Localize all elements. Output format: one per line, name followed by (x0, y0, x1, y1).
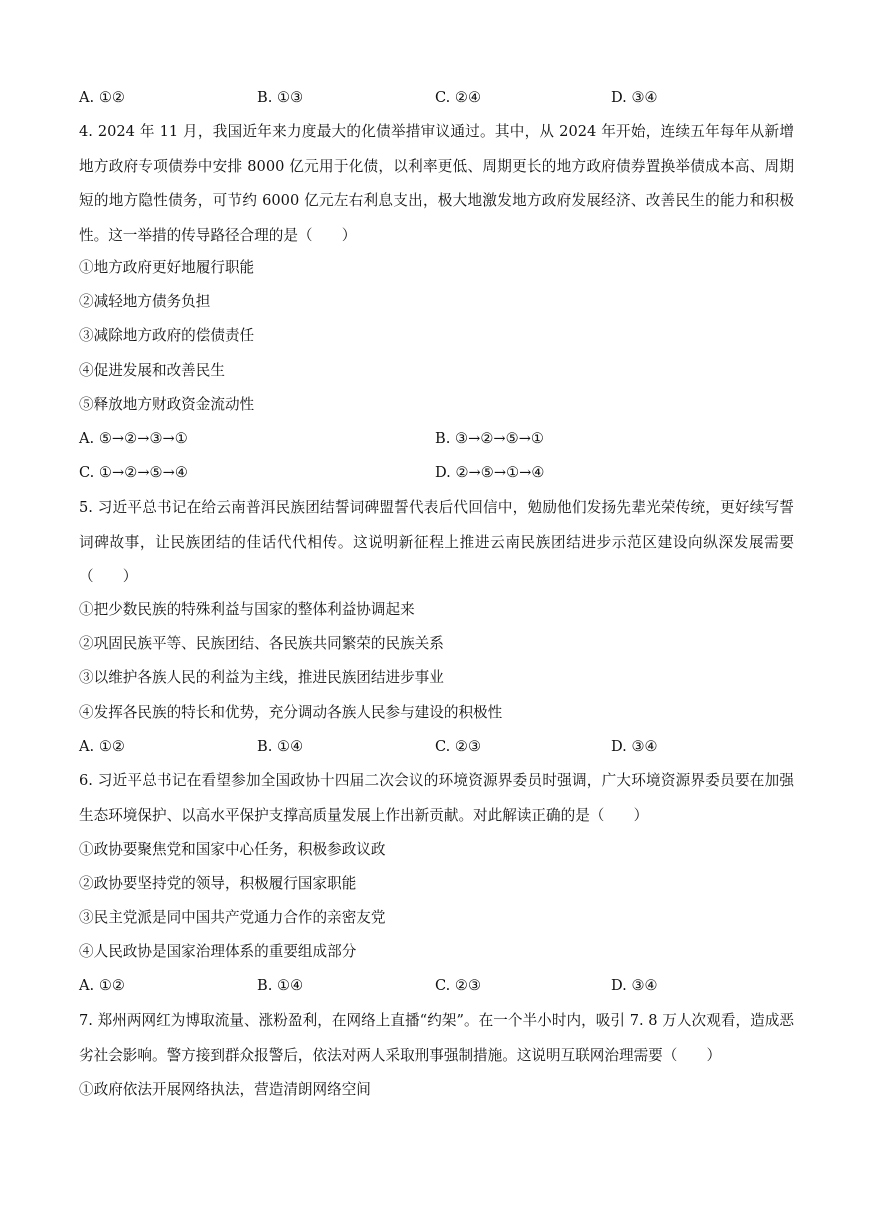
q4-option-b[interactable]: B. ③→②→⑤→① (435, 430, 545, 447)
q4-stem: 4. 2024 年 11 月，我国近年来力度最大的化债举措审议通过。其中，从 2024 年开始，连续五年每年从新增地方政府专项债券中安排 8000 亿元用于化债，以利率更低、周期更长的地方政府债券置换举债成本高、周期短的地方隐性债务，可节约 6000 亿元左右利息支出，极大地激发地方政府发展经济、改善民生的能力和积极性。这一举措的传导路径合理的是（ ） (79, 123, 794, 244)
q4-item-1: ①地方政府更好地履行职能 (79, 259, 255, 276)
q3-option-b[interactable]: B. ①③ (257, 89, 304, 106)
q5-options (79, 737, 799, 757)
q7-stem: 7. 郑州两网红为博取流量、涨粉盈利，在网络上直播“约架”。在一个半小时内，吸引 7. 8 万人次观看，造成恶劣社会影响。警方接到群众报警后，依法对两人采取刑事强制措施。这说明互联网治理需要（ ） (79, 1012, 794, 1064)
q3-option-a[interactable]: A. ①② (79, 89, 125, 106)
q6-option-b[interactable]: B. ①④ (257, 977, 304, 994)
q4-item-5: ⑤释放地方财政资金流动性 (79, 396, 255, 413)
q3-option-d[interactable]: D. ③④ (611, 89, 658, 106)
q5-option-a[interactable]: A. ①② (79, 738, 125, 755)
q5-option-c[interactable]: C. ②③ (435, 738, 482, 755)
q4-option-d[interactable]: D. ②→⑤→①→④ (435, 464, 545, 481)
q5-item-2: ②巩固民族平等、民族团结、各民族共同繁荣的民族关系 (79, 635, 444, 652)
q4-item-4: ④促进发展和改善民生 (79, 362, 225, 379)
q5-item-3: ③以维护各族人民的利益为主线，推进民族团结进步事业 (79, 669, 444, 686)
q4-options-row-2 (79, 463, 799, 483)
q4-option-c[interactable]: C. ①→②→⑤→④ (79, 464, 188, 481)
q6-stem: 6. 习近平总书记在看望参加全国政协十四届二次会议的环境资源界委员时强调，广大环境资源界委员要在加强生态环境保护、以高水平保护支撑高质量发展上作出新贡献。对此解读正确的是（ ） (79, 772, 794, 824)
q4-options-row-1 (79, 429, 799, 449)
q6-options (79, 976, 799, 996)
q5-stem: 5. 习近平总书记在给云南普洱民族团结誓词碑盟誓代表后代回信中，勉励他们发扬先辈光荣传统，更好续写誓词碑故事，让民族团结的佳话代代相传。这说明新征程上推进云南民族团结进步示范区建设向纵深发展需要（ ） (79, 499, 794, 585)
q4-item-3: ③减除地方政府的偿债责任 (79, 327, 255, 344)
q3-options (79, 88, 799, 108)
q5-option-d[interactable]: D. ③④ (611, 738, 658, 755)
q6-item-4: ④人民政协是国家治理体系的重要组成部分 (79, 943, 357, 960)
q4-item-2: ②减轻地方债务负担 (79, 293, 211, 310)
q4-option-a[interactable]: A. ⑤→②→③→① (79, 430, 188, 447)
q3-option-c[interactable]: C. ②④ (435, 89, 482, 106)
q5-item-1: ①把少数民族的特殊利益与国家的整体利益协调起来 (79, 601, 415, 618)
q6-option-c[interactable]: C. ②③ (435, 977, 482, 994)
q6-item-3: ③民主党派是同中国共产党通力合作的亲密友党 (79, 909, 386, 926)
q6-option-a[interactable]: A. ①② (79, 977, 125, 994)
q5-item-4: ④发挥各民族的特长和优势，充分调动各族人民参与建设的积极性 (79, 704, 503, 721)
q6-item-1: ①政协要聚焦党和国家中心任务，积极参政议政 (79, 841, 386, 858)
q6-option-d[interactable]: D. ③④ (611, 977, 658, 994)
q6-item-2: ②政协要坚持党的领导，积极履行国家职能 (79, 875, 357, 892)
q7-item-1: ①政府依法开展网络执法，营造清朗网络空间 (79, 1081, 371, 1098)
q5-option-b[interactable]: B. ①④ (257, 738, 304, 755)
